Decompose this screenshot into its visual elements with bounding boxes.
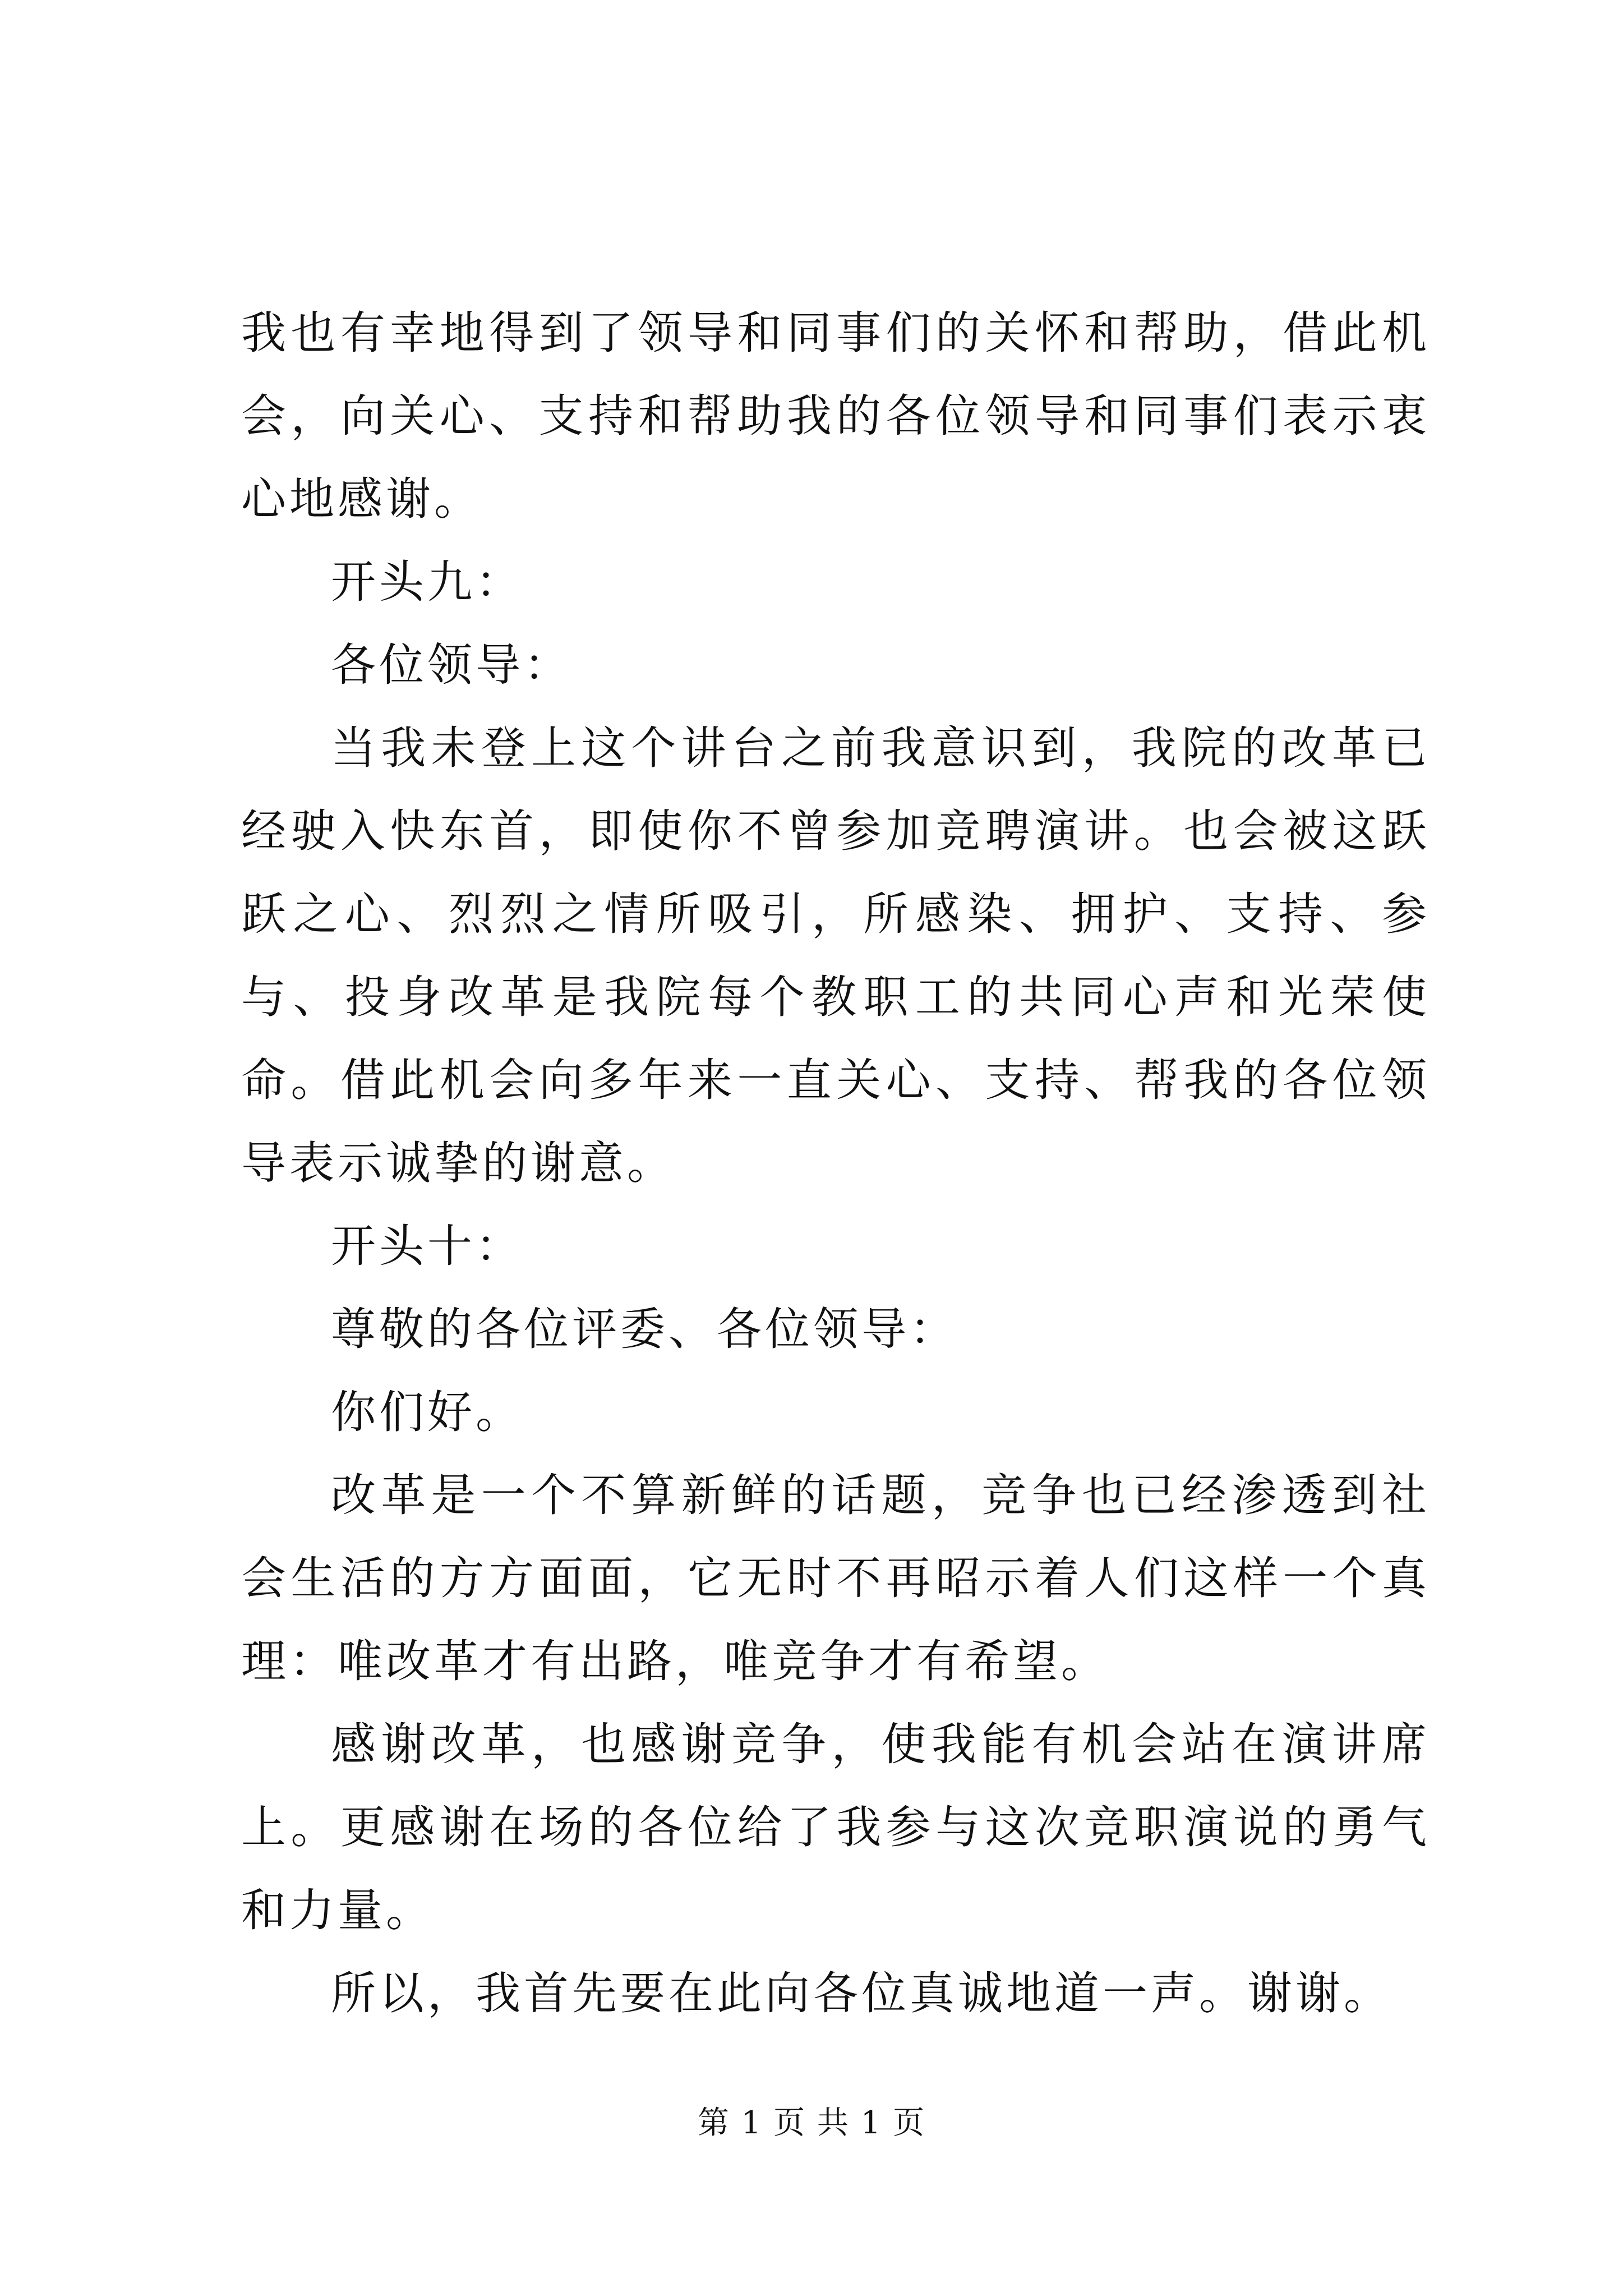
paragraph: 当我未登上这个讲台之前我意识到，我院的改革已经驶入快东首，即使你不曾参加竞聘演讲。也会被这跃跃之心、烈烈之情所吸引，所感染、拥护、支持、参与、投身改革是我院每个教职工的共同心声和光荣使命。借此机会向多年来一直关心、支持、帮我的各位领导表示诚挚的谢意。 <box>241 722 1430 1189</box>
salutation: 各位领导： <box>331 639 572 691</box>
page-number-footer: 第 1 页 共 1 页 <box>697 2105 926 2141</box>
greeting: 你们好。 <box>331 1386 524 1438</box>
salutation: 尊敬的各位评委、各位领导： <box>331 1303 958 1355</box>
paragraph: 改革是一个不算新鲜的话题，竞争也已经渗透到社会生活的方方面面，它无时不再昭示着人们这样一个真理：唯改革才有出路，唯竞争才有希望。 <box>241 1469 1430 1687</box>
section-heading: 开头九： <box>331 556 524 608</box>
paragraph: 感谢改革，也感谢竞争，使我能有机会站在演讲席上。更感谢在场的各位给了我参与这次竞职演说的勇气和力量。 <box>241 1718 1430 1936</box>
paragraph: 所以，我首先要在此向各位真诚地道一声。谢谢。 <box>331 1967 1392 2019</box>
section-heading: 开头十： <box>331 1220 524 1272</box>
paragraph: 我也有幸地得到了领导和同事们的关怀和帮助，借此机会，向关心、支持和帮助我的各位领导和同事们表示衷心地感谢。 <box>241 307 1430 525</box>
document-body <box>241 292 1430 2035</box>
